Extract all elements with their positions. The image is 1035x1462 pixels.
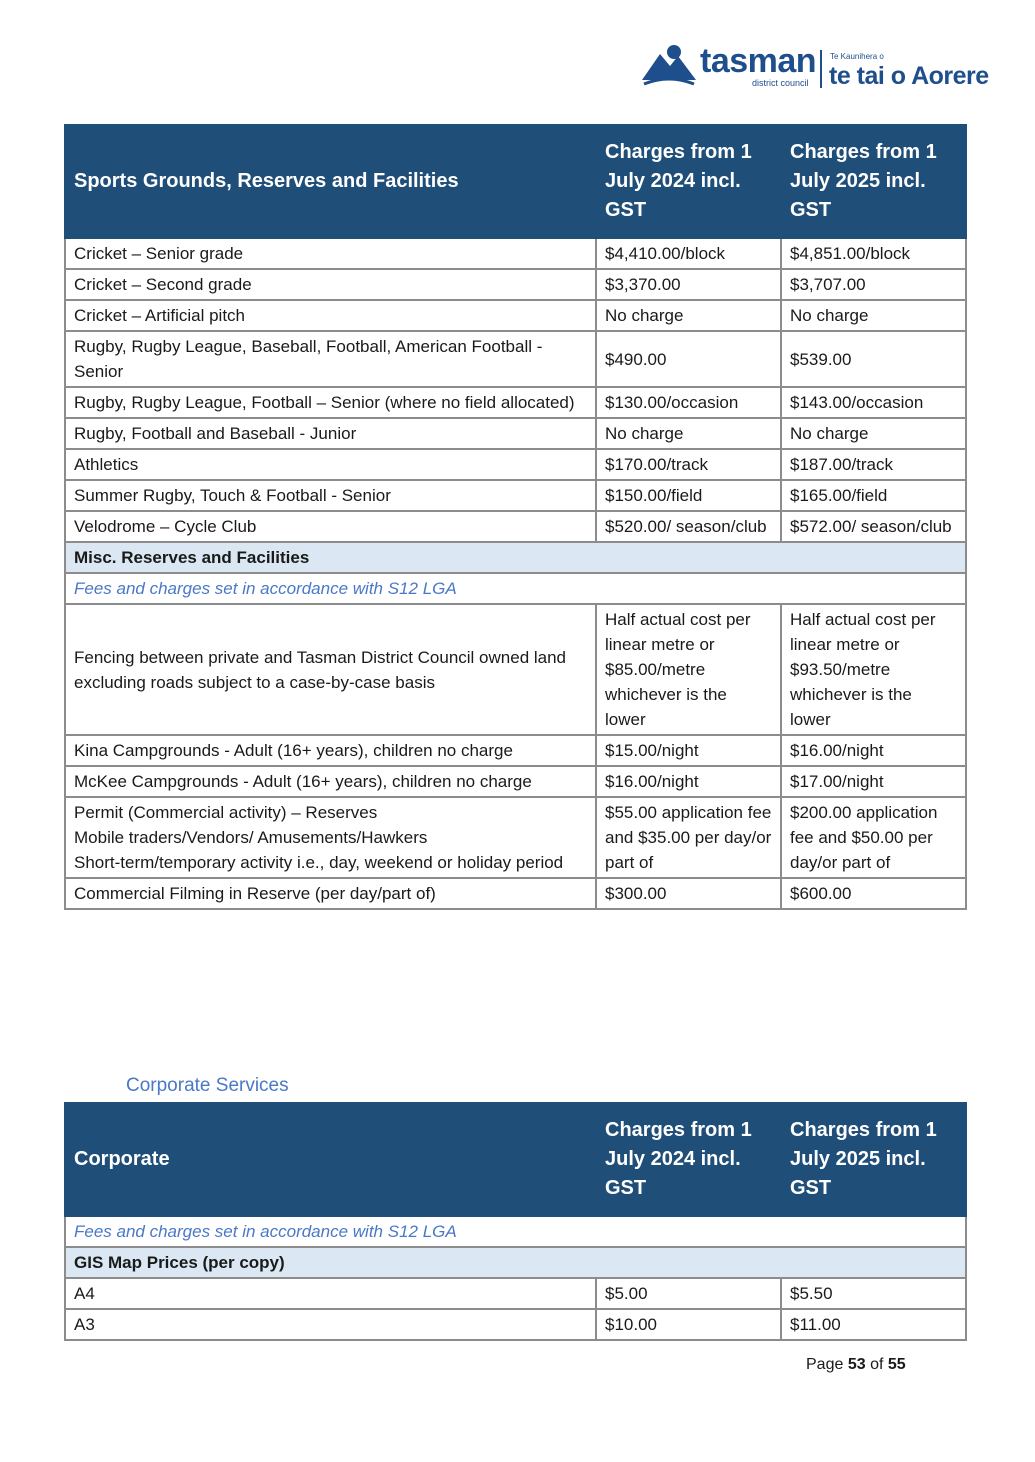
fee-2024: $300.00 — [596, 878, 781, 909]
table-row — [65, 238, 966, 269]
table-row — [65, 480, 966, 511]
section-heading: Corporate Services — [126, 1075, 289, 1096]
fee-2025: $5.50 — [781, 1278, 966, 1309]
fee-2025: $16.00/night — [781, 735, 966, 766]
fee-2025: $17.00/night — [781, 766, 966, 797]
fee-item: Commercial Filming in Reserve (per day/part of) — [65, 878, 596, 909]
table-row — [65, 331, 966, 387]
fee-2024: $150.00/field — [596, 480, 781, 511]
logo-maori-name: te tai o Aorere — [829, 62, 989, 90]
permit-line: Permit (Commercial activity) – Reserves — [74, 803, 378, 822]
table-row — [65, 300, 966, 331]
table-header-row — [65, 125, 966, 238]
fee-2024: $490.00 — [596, 331, 781, 387]
column-header: Charges from 1 July 2024 incl. GST — [596, 1103, 781, 1216]
fee-2024: $5.00 — [596, 1278, 781, 1309]
table-row — [65, 878, 966, 909]
fee-2025: $200.00 application fee and $50.00 per day/or part of — [781, 797, 966, 878]
fee-item: A4 — [65, 1278, 596, 1309]
fee-item: Rugby, Football and Baseball - Junior — [65, 418, 596, 449]
note-row — [65, 1216, 966, 1247]
column-header: Charges from 1 July 2025 incl. GST — [781, 1103, 966, 1216]
column-header: Charges from 1 July 2025 incl. GST — [781, 125, 966, 238]
page-prefix: Page — [806, 1356, 844, 1373]
fee-2024: No charge — [596, 418, 781, 449]
fee-item: Summer Rugby, Touch & Football - Senior — [65, 480, 596, 511]
legislation-note: Fees and charges set in accordance with S12 LGA — [65, 573, 966, 604]
section-title: Misc. Reserves and Facilities — [65, 542, 966, 573]
table-row — [65, 604, 966, 735]
fee-2025: $11.00 — [781, 1309, 966, 1340]
fee-2025: $539.00 — [781, 331, 966, 387]
current-page: 53 — [847, 1356, 866, 1373]
table-row — [65, 449, 966, 480]
corporate-fees-table — [64, 1102, 967, 1341]
table-row — [65, 1309, 966, 1340]
section-title: GIS Map Prices (per copy) — [65, 1247, 966, 1278]
fee-2024: Half actual cost per linear metre or $85.00/metre whichever is the lower — [596, 604, 781, 735]
permit-line: Short-term/temporary activity i.e., day, weekend or holiday period — [74, 853, 564, 872]
fee-2025: $600.00 — [781, 878, 966, 909]
page-number — [806, 1356, 906, 1374]
fee-item: Velodrome – Cycle Club — [65, 511, 596, 542]
fee-2024: $55.00 application fee and $35.00 per day/or part of — [596, 797, 781, 878]
table-row — [65, 387, 966, 418]
fee-2024: $130.00/occasion — [596, 387, 781, 418]
fee-2025: $3,707.00 — [781, 269, 966, 300]
table-row — [65, 269, 966, 300]
fee-2024: $170.00/track — [596, 449, 781, 480]
fee-item: Cricket – Senior grade — [65, 238, 596, 269]
fee-2024: $15.00/night — [596, 735, 781, 766]
table-row — [65, 766, 966, 797]
table-row — [65, 797, 966, 878]
section-row — [65, 542, 966, 573]
fee-item: Kina Campgrounds - Adult (16+ years), children no charge — [65, 735, 596, 766]
legislation-note: Fees and charges set in accordance with S12 LGA — [65, 1216, 966, 1247]
sports-fees-table — [64, 124, 967, 910]
fee-item: Athletics — [65, 449, 596, 480]
fee-item: Rugby, Rugby League, Baseball, Football, American Football - Senior — [65, 331, 596, 387]
fee-2024: No charge — [596, 300, 781, 331]
tasman-logo — [640, 40, 1002, 96]
fee-2025: No charge — [781, 418, 966, 449]
logo-subtitle: district council — [752, 78, 809, 88]
fee-2024: $10.00 — [596, 1309, 781, 1340]
fee-item — [65, 797, 596, 878]
logo-brand: tasman — [700, 42, 817, 80]
fee-2025: $187.00/track — [781, 449, 966, 480]
fee-2025: $143.00/occasion — [781, 387, 966, 418]
mountain-logo-icon — [640, 42, 698, 88]
column-header: Sports Grounds, Reserves and Facilities — [65, 125, 596, 238]
table-row — [65, 1278, 966, 1309]
fee-2025: $165.00/field — [781, 480, 966, 511]
fee-2024: $16.00/night — [596, 766, 781, 797]
fee-item: Cricket – Artificial pitch — [65, 300, 596, 331]
logo-divider — [820, 50, 822, 88]
fee-2024: $4,410.00/block — [596, 238, 781, 269]
fee-item: Rugby, Rugby League, Football – Senior (where no field allocated) — [65, 387, 596, 418]
table-header-row — [65, 1103, 966, 1216]
logo-maori-prefix: Te Kaunihera o — [830, 52, 884, 61]
fee-item: A3 — [65, 1309, 596, 1340]
fee-item: Fencing between private and Tasman District Council owned land excluding roads subject to a case-by-case basis — [65, 604, 596, 735]
table-row — [65, 735, 966, 766]
fee-item: Cricket – Second grade — [65, 269, 596, 300]
fee-2025: No charge — [781, 300, 966, 331]
section-row — [65, 1247, 966, 1278]
permit-line: Mobile traders/Vendors/ Amusements/Hawkers — [74, 828, 428, 847]
fee-2025: $4,851.00/block — [781, 238, 966, 269]
fee-2025: $572.00/ season/club — [781, 511, 966, 542]
total-pages: 55 — [887, 1356, 906, 1373]
page-of: of — [870, 1356, 884, 1373]
note-row — [65, 573, 966, 604]
column-header: Corporate — [65, 1103, 596, 1216]
column-header: Charges from 1 July 2024 incl. GST — [596, 125, 781, 238]
fee-2024: $3,370.00 — [596, 269, 781, 300]
table-row — [65, 418, 966, 449]
table-row — [65, 511, 966, 542]
fee-item: McKee Campgrounds - Adult (16+ years), children no charge — [65, 766, 596, 797]
fee-2025: Half actual cost per linear metre or $93.50/metre whichever is the lower — [781, 604, 966, 735]
fee-2024: $520.00/ season/club — [596, 511, 781, 542]
